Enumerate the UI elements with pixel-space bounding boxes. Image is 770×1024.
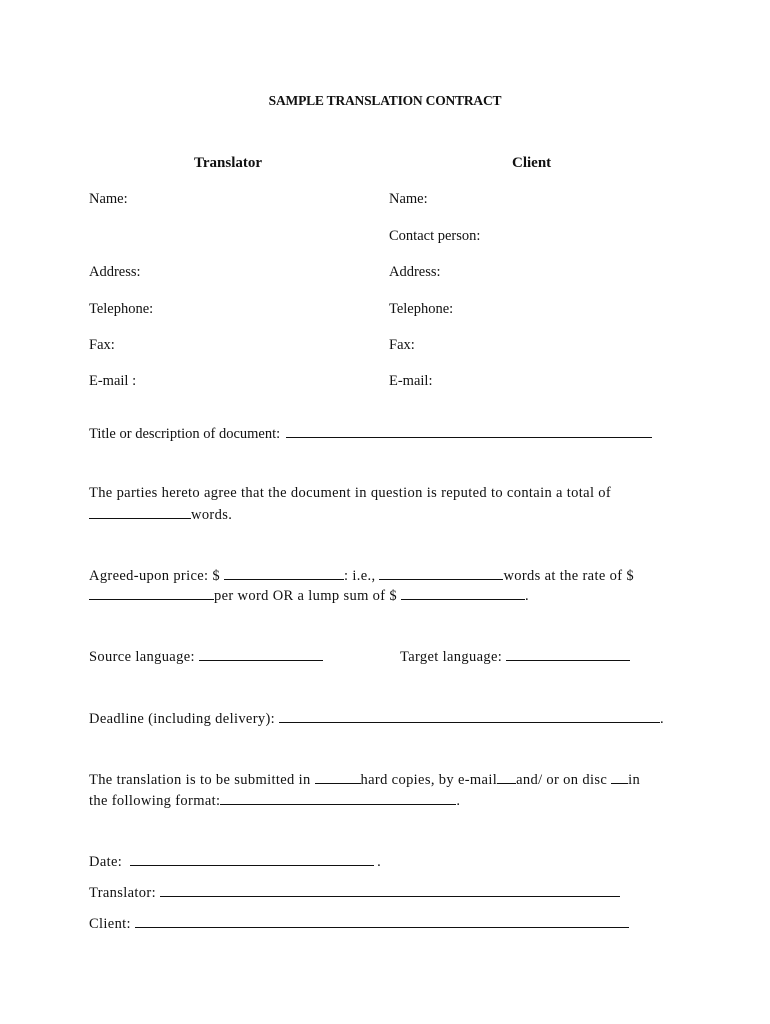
deadline-line <box>89 708 664 728</box>
disc-copies-field[interactable] <box>611 769 628 784</box>
translator-address-label: Address: <box>89 264 141 280</box>
date-period: . <box>377 854 382 870</box>
page-title: SAMPLE TRANSLATION CONTRACT <box>268 93 502 108</box>
disc-label: and/ or on disc <box>516 772 608 788</box>
price-period: . <box>525 588 529 604</box>
translator-fax-label: Fax: <box>89 337 115 353</box>
translator-email-label: E-mail : <box>89 373 137 389</box>
price-word-count-field[interactable] <box>379 565 503 580</box>
client-name-label: Name: <box>389 191 428 207</box>
target-language-line <box>400 646 630 666</box>
hard-copies-label: hard copies, by e-mail <box>360 772 498 788</box>
price-line-1 <box>89 565 634 585</box>
submission-intro: The translation is to be submitted in <box>89 772 311 788</box>
format-field[interactable] <box>220 790 456 805</box>
hard-copies-field[interactable] <box>315 769 361 784</box>
price-rate-label: words at the rate of $ <box>503 568 634 584</box>
email-copies-field[interactable] <box>497 769 516 784</box>
document-title-field[interactable] <box>286 423 652 438</box>
client-signature-label: Client: <box>89 916 131 932</box>
document-title-label: Title or description of document: <box>89 426 281 442</box>
submission-line-2 <box>89 790 460 810</box>
client-signature-line <box>89 913 629 933</box>
source-language-label: Source language: <box>89 649 195 665</box>
translator-name-label: Name: <box>89 191 128 207</box>
lump-sum-field[interactable] <box>401 585 525 600</box>
price-ie-label: : i.e., <box>344 568 376 584</box>
word-count-line-1: The parties hereto agree that the document in question is reputed to contain a total of <box>89 485 612 501</box>
date-field[interactable] <box>130 851 374 866</box>
client-address-label: Address: <box>389 264 441 280</box>
submission-in-label: in <box>628 772 641 788</box>
price-line-2 <box>89 585 529 605</box>
document-title-line <box>89 423 652 443</box>
price-rate-field[interactable] <box>89 585 214 600</box>
translator-telephone-label: Telephone: <box>89 301 154 317</box>
translator-signature-field[interactable] <box>160 882 620 897</box>
word-count-field[interactable] <box>89 504 191 519</box>
target-language-field[interactable] <box>506 646 630 661</box>
per-word-label: per word OR a lump sum of $ <box>214 588 398 604</box>
client-telephone-label: Telephone: <box>389 301 454 317</box>
client-signature-field[interactable] <box>135 913 629 928</box>
format-period: . <box>456 793 461 809</box>
client-email-label: E-mail: <box>389 373 433 389</box>
translator-signature-label: Translator: <box>89 885 156 901</box>
source-language-field[interactable] <box>199 646 323 661</box>
price-label: Agreed-upon price: $ <box>89 568 221 584</box>
date-label: Date: <box>89 854 123 870</box>
price-amount-field[interactable] <box>224 565 344 580</box>
date-line <box>89 851 381 871</box>
word-count-line-2 <box>89 504 232 524</box>
deadline-label: Deadline (including delivery): <box>89 711 276 727</box>
submission-line-1 <box>89 769 640 789</box>
client-contact-person-label: Contact person: <box>389 228 481 244</box>
source-language-line <box>89 646 323 666</box>
deadline-field[interactable] <box>279 708 660 723</box>
client-fax-label: Fax: <box>389 337 415 353</box>
client-heading: Client <box>512 155 552 171</box>
words-label: words. <box>191 507 233 523</box>
format-label: the following format: <box>89 793 221 809</box>
target-language-label: Target language: <box>400 649 503 665</box>
translator-heading: Translator <box>194 155 263 171</box>
deadline-period: . <box>660 711 665 727</box>
translator-signature-line <box>89 882 620 902</box>
